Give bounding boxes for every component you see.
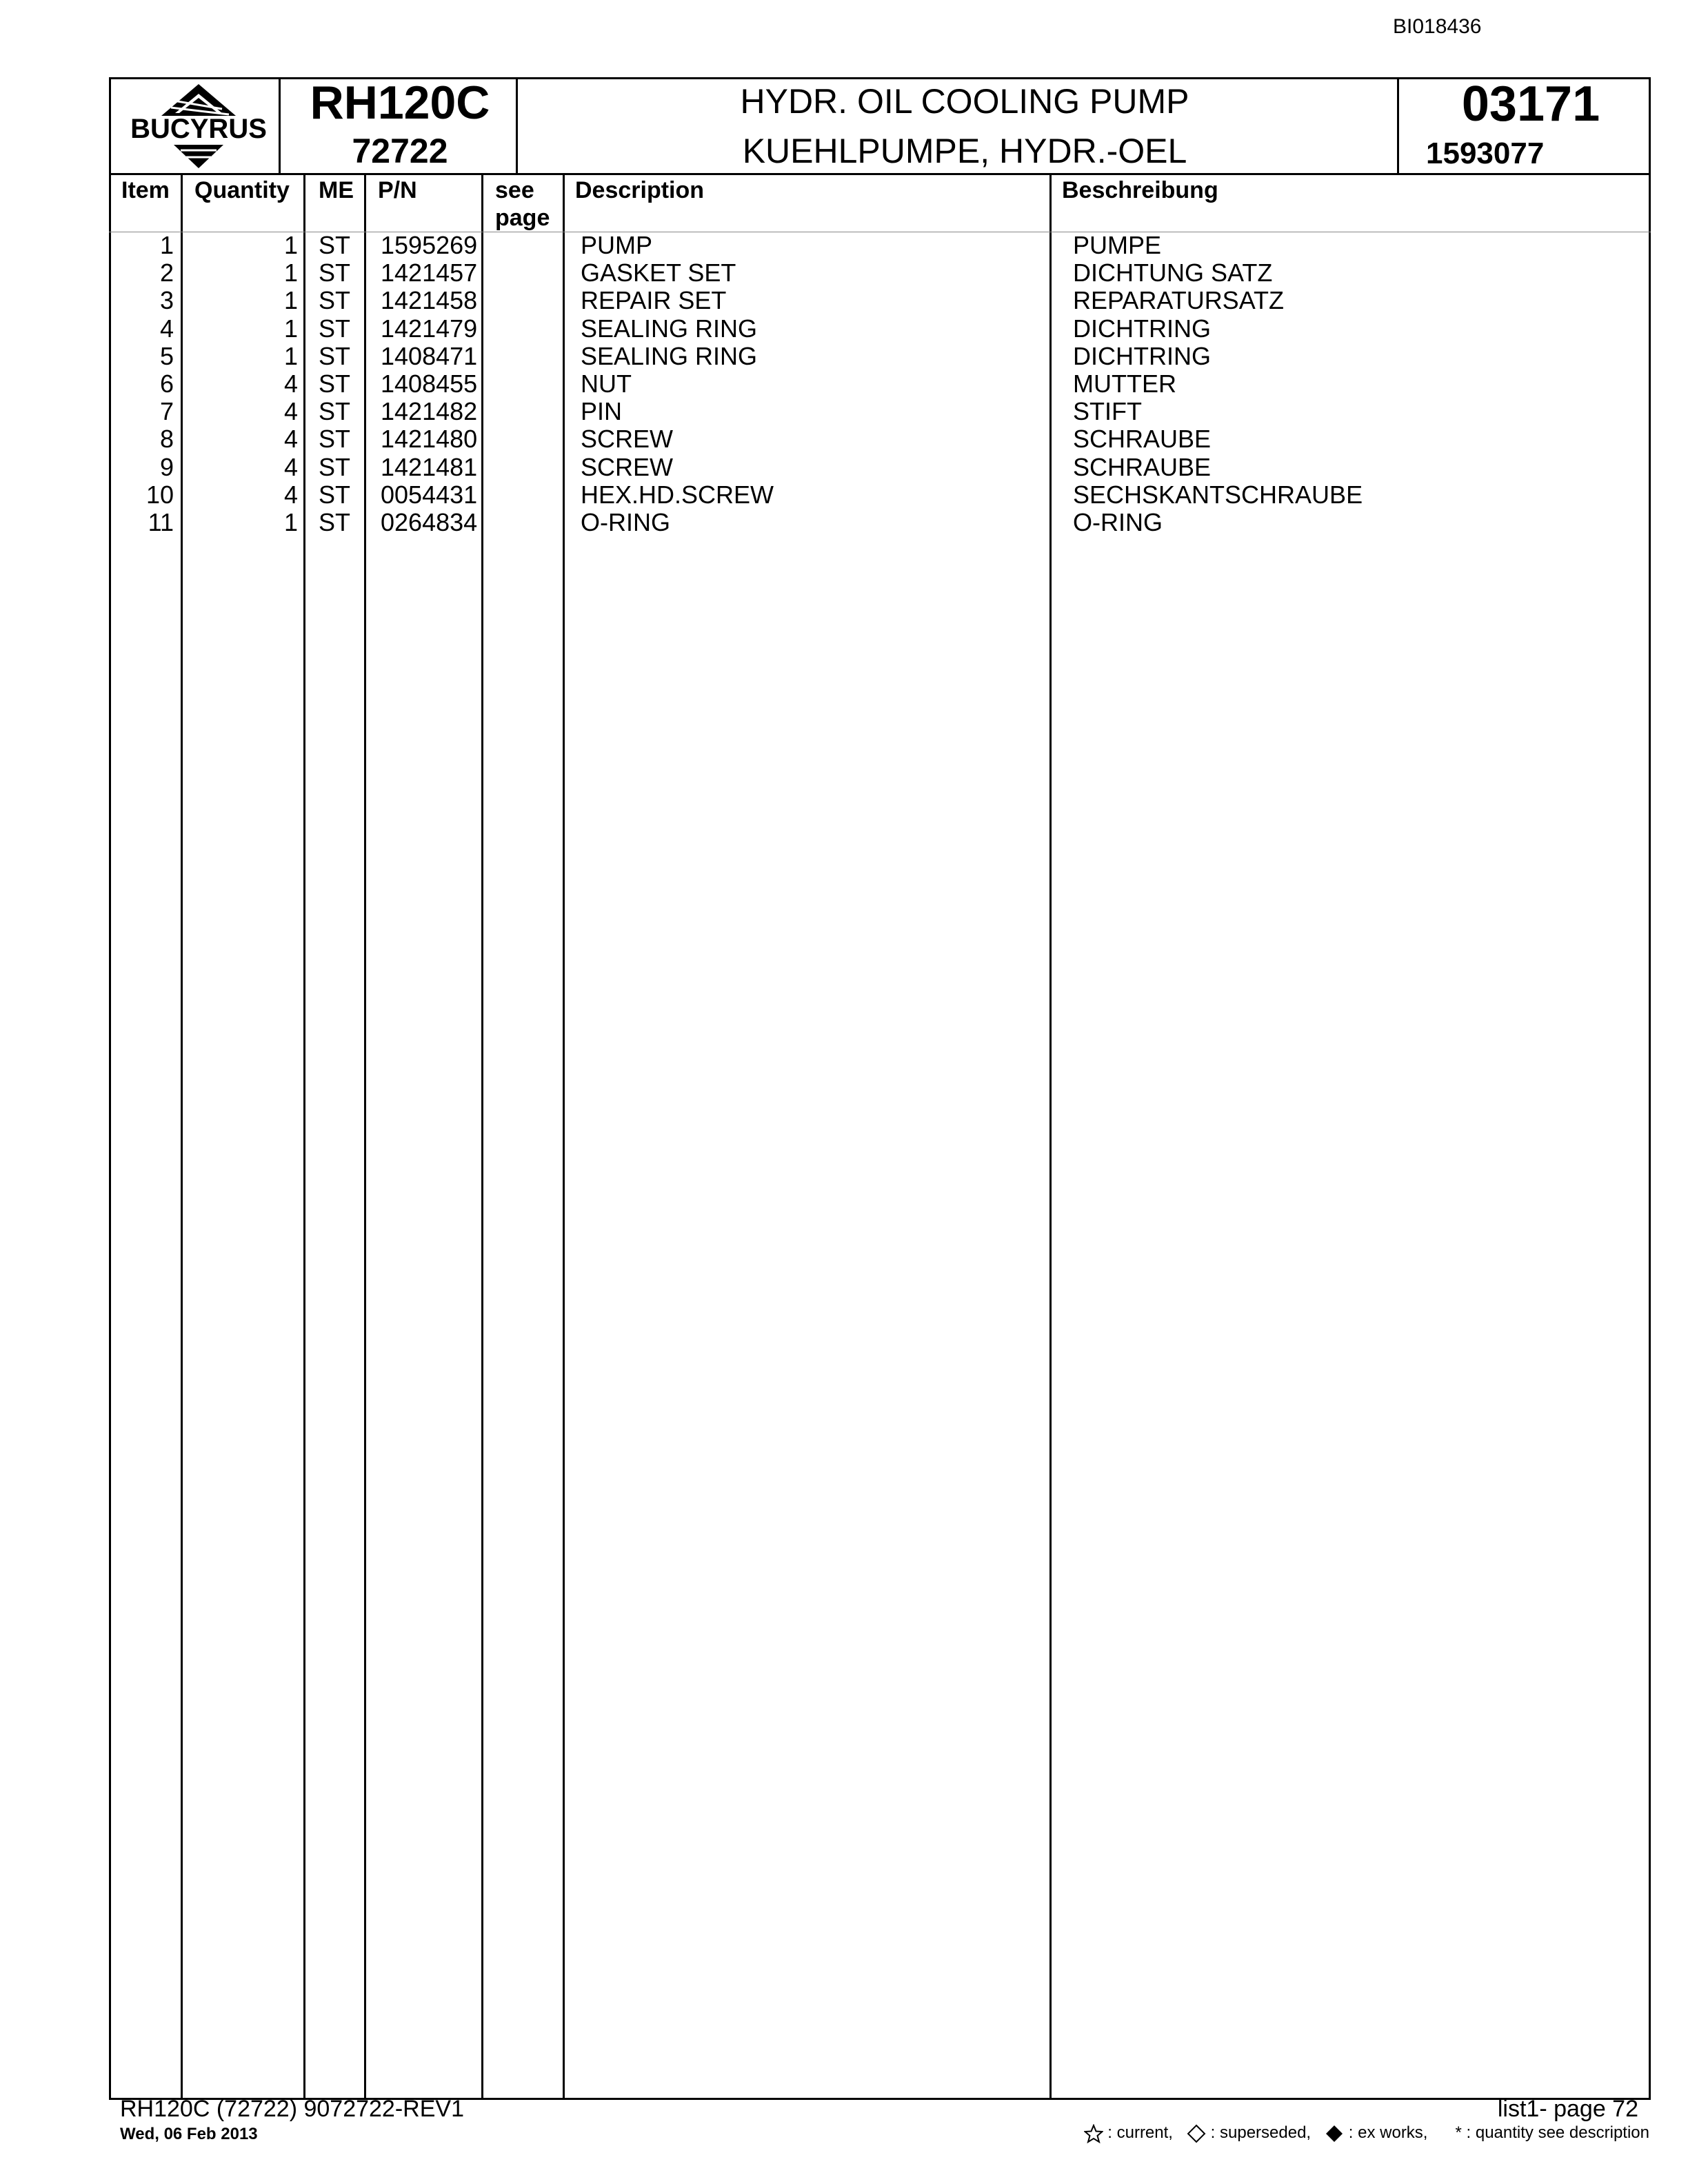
cell-quantity: 1 — [283, 508, 298, 536]
cell-description: REPAIR SET — [581, 286, 727, 315]
column-header-quantity: Quantity — [194, 177, 290, 203]
cell-beschreibung: SECHSKANTSCHRAUBE — [1073, 480, 1363, 509]
cell-description: SCREW — [581, 425, 673, 454]
legend-superseded: : superseded, — [1210, 2123, 1312, 2142]
cell-description: PUMP — [581, 231, 653, 259]
column-header-see: see — [495, 177, 534, 203]
footer-date: Wed, 06 Feb 2013 — [120, 2125, 258, 2143]
column-divider — [364, 174, 366, 2100]
cell-part-number: 1421480 — [381, 425, 478, 454]
cell-description: GASKET SET — [581, 259, 736, 287]
cell-quantity: 4 — [283, 480, 298, 509]
column-divider — [563, 174, 565, 2100]
group-number: 03171 — [1461, 77, 1600, 132]
title-english: HYDR. OIL COOLING PUMP — [740, 82, 1189, 121]
cell-item: 8 — [159, 425, 174, 454]
cell-part-number: 0264834 — [381, 508, 478, 536]
legend-current: : current, — [1107, 2123, 1173, 2142]
cell-beschreibung: DICHTRING — [1073, 341, 1211, 370]
cell-description: SEALING RING — [581, 314, 758, 343]
cell-me: ST — [319, 341, 351, 370]
cell-quantity: 1 — [283, 314, 298, 343]
cell-part-number: 1421458 — [381, 286, 478, 315]
cell-beschreibung: REPARATURSATZ — [1073, 286, 1285, 315]
footer-page-number: list1- page 72 — [1497, 2096, 1638, 2122]
column-header-item: Item — [121, 177, 170, 203]
star-outline-icon — [1084, 2124, 1103, 2143]
cell-description: NUT — [581, 370, 632, 398]
cell-description: SCREW — [581, 452, 673, 481]
cell-part-number: 1421457 — [381, 259, 478, 287]
column-header-description: Description — [575, 177, 705, 203]
cell-description: O-RING — [581, 508, 670, 536]
cell-description: PIN — [581, 397, 623, 426]
assembly-part-number: 1593077 — [1426, 136, 1545, 170]
cell-me: ST — [319, 397, 351, 426]
document-id: BI018436 — [1393, 15, 1482, 38]
legend — [1076, 2123, 1649, 2143]
legend-quantity: * : quantity see description — [1455, 2123, 1649, 2142]
cell-part-number: 1421481 — [381, 452, 478, 481]
cell-me: ST — [319, 231, 351, 259]
cell-item: 11 — [148, 508, 174, 536]
cell-item: 6 — [159, 370, 174, 398]
cell-quantity: 1 — [283, 259, 298, 287]
cell-item: 5 — [159, 341, 174, 370]
cell-me: ST — [319, 259, 351, 287]
cell-beschreibung: SCHRAUBE — [1073, 425, 1212, 454]
column-divider — [181, 174, 183, 2100]
cell-item: 7 — [159, 397, 174, 426]
cell-item: 1 — [159, 231, 174, 259]
cell-item: 3 — [159, 286, 174, 315]
legend-ex-works: : ex works, — [1348, 2123, 1428, 2142]
logo-wordmark: BUCYRUS — [130, 114, 267, 144]
cell-part-number: 1595269 — [381, 231, 478, 259]
cell-me: ST — [319, 286, 351, 315]
cell-quantity: 1 — [283, 286, 298, 315]
column-header-see-page — [495, 176, 550, 232]
cell-item: 4 — [159, 314, 174, 343]
diamond-filled-icon — [1325, 2124, 1344, 2143]
cell-part-number: 1408455 — [381, 370, 478, 398]
cell-part-number: 1421482 — [381, 397, 478, 426]
column-divider — [1049, 174, 1052, 2100]
cell-me: ST — [319, 480, 351, 509]
cell-beschreibung: MUTTER — [1073, 370, 1176, 398]
bucyrus-logo — [119, 81, 279, 171]
cell-part-number: 0054431 — [381, 480, 478, 509]
cell-quantity: 4 — [283, 397, 298, 426]
cell-quantity: 1 — [283, 231, 298, 259]
cell-beschreibung: PUMPE — [1073, 231, 1162, 259]
cell-beschreibung: SCHRAUBE — [1073, 452, 1212, 481]
serial-number: 72722 — [352, 132, 448, 170]
header-divider — [279, 77, 281, 175]
footer-doc-ref: RH120C (72722) 9072722-REV1 — [120, 2096, 464, 2122]
cell-me: ST — [319, 508, 351, 536]
cell-item: 10 — [145, 480, 174, 509]
column-header-me: ME — [319, 177, 354, 203]
cell-me: ST — [319, 425, 351, 454]
cell-quantity: 4 — [283, 425, 298, 454]
cell-me: ST — [319, 370, 351, 398]
model-number: RH120C — [310, 77, 490, 129]
cell-description: SEALING RING — [581, 341, 758, 370]
column-header-pn: P/N — [378, 177, 417, 203]
cell-quantity: 4 — [283, 452, 298, 481]
diamond-outline-icon — [1187, 2124, 1206, 2143]
column-header-page: page — [495, 205, 550, 231]
cell-me: ST — [319, 452, 351, 481]
cell-quantity: 4 — [283, 370, 298, 398]
cell-beschreibung: DICHTRING — [1073, 314, 1211, 343]
cell-me: ST — [319, 314, 351, 343]
cell-part-number: 1421479 — [381, 314, 478, 343]
title-german: KUEHLPUMPE, HYDR.-OEL — [742, 132, 1187, 170]
column-divider — [303, 174, 305, 2100]
cell-part-number: 1408471 — [381, 341, 478, 370]
cell-quantity: 1 — [283, 341, 298, 370]
cell-beschreibung: STIFT — [1073, 397, 1142, 426]
cell-item: 2 — [159, 259, 174, 287]
cell-beschreibung: O-RING — [1073, 508, 1163, 536]
cell-description: HEX.HD.SCREW — [581, 480, 774, 509]
cell-beschreibung: DICHTUNG SATZ — [1073, 259, 1273, 287]
cell-item: 9 — [159, 452, 174, 481]
column-divider — [481, 174, 483, 2100]
column-header-beschreibung: Beschreibung — [1062, 177, 1218, 203]
